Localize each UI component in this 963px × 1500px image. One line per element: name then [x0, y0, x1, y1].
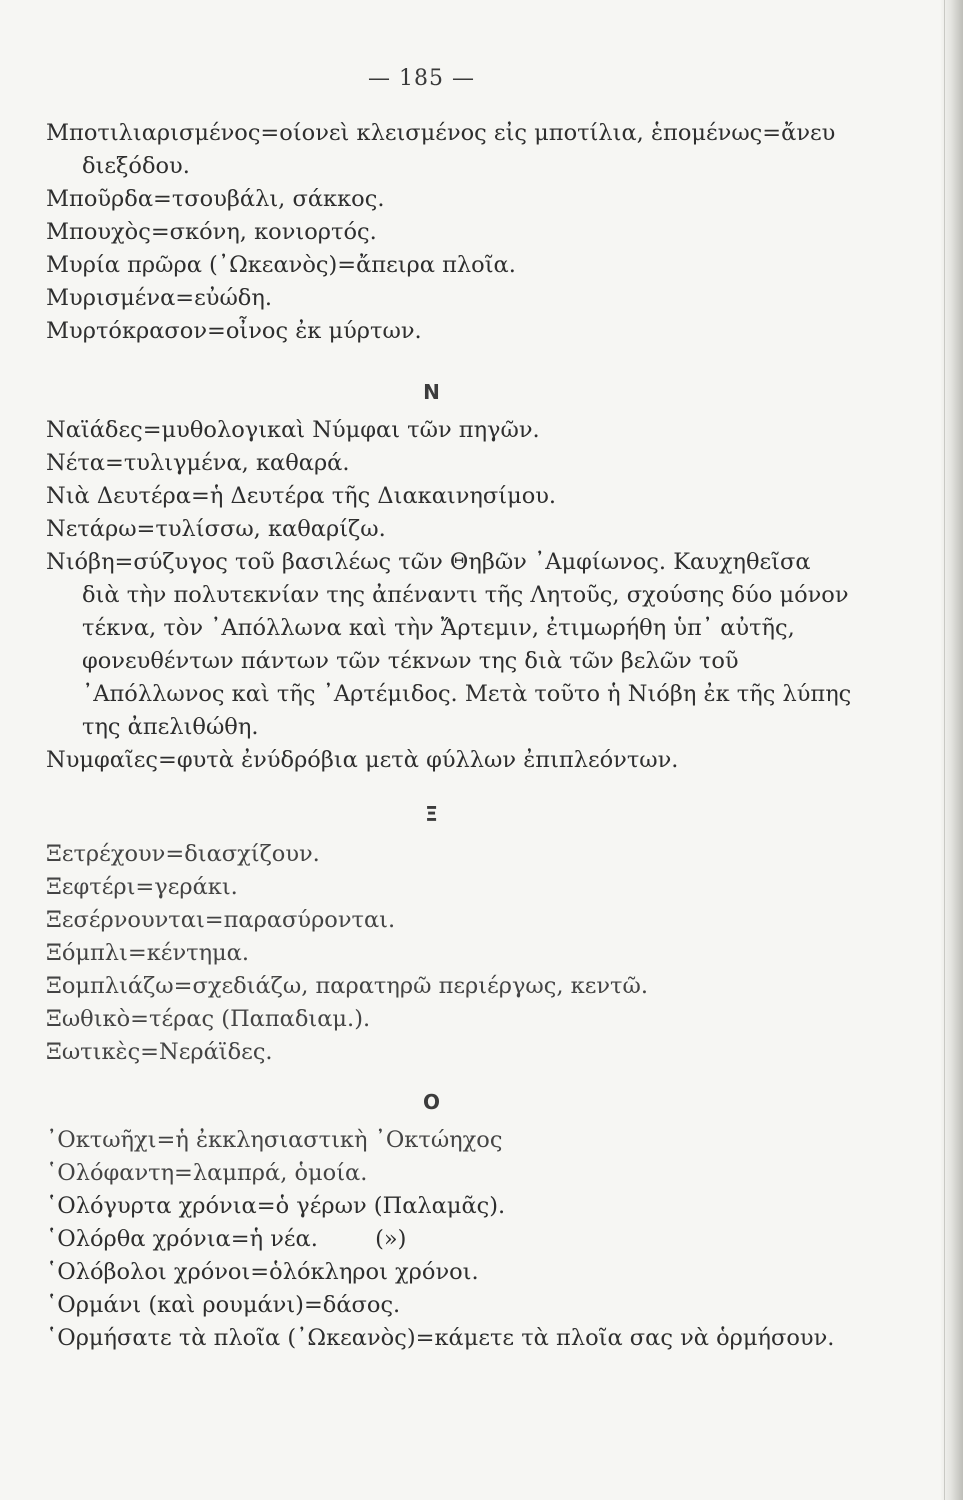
entry-olofanti: ῾Ολόφαντη=λαμπρά, ὁμοία.: [46, 1160, 368, 1186]
entry-xompliazo: Ξομπλιάζω=σχεδιάζω, παρατηρῶ περιέργως, κεντῶ.: [46, 973, 648, 999]
section-xi: [0, 838, 843, 1069]
entry-xefteri: Ξεφτέρι=γεράκι.: [46, 874, 238, 900]
page-number: — 185 —: [368, 66, 475, 91]
entry-xetrechoun: Ξετρέχουν=διασχίζουν.: [46, 841, 320, 867]
entry-niobi: Νιόβη=σύζυγος τοῦ βασιλέως τῶν Θηβῶν ᾿Αμφίωνος. Καυχηθεῖσα διὰ τὴν πολυτεκνίαν της ἀπέναντι τῆς Λητοῦς, σχούσης δύο μόνον τέκνα, τὸν ᾿Απόλλωνα καὶ τὴν Ἄρτεμιν, ἐτιμωρήθη ὑπ᾿ αὐτῆς, φονευθέντων πάντων τῶν τέκνων της διὰ τῶν βελῶν τοῦ ᾿Απόλλωνος καὶ τῆς ᾿Αρτέμιδος. Μετὰ τοῦτο ἡ Νιόβη ἐκ τῆς λύπης της ἀπελιθώθη.: [46, 549, 852, 740]
entry-mpourda: Μποῦρδα=τσουβάλι, σάκκος.: [46, 186, 385, 212]
section-n-heading-wrap: [0, 378, 843, 406]
entry-oloboloi-chronoi: ῾Ολόβολοι χρόνοι=ὁλόκληροι χρόνοι.: [46, 1259, 479, 1285]
entry-ormani: ῾Ορμάνι (καὶ ρουμάνι)=δάσος.: [46, 1292, 401, 1318]
entry-myrtokrason: Μυρτόκρασον=οἶνος ἐκ μύρτων.: [46, 318, 422, 344]
entry-myria-prora: Μυρία πρῶρα (᾿Ωκεανὸς)=ἄπειρα πλοῖα.: [46, 252, 516, 278]
entry-xeserno: Ξεσέρνουνται=παρασύρονται.: [46, 907, 396, 933]
entry-xotikes: Ξωτικὲς=Νεράϊδες.: [46, 1039, 273, 1065]
entry-xompli: Ξόμπλι=κέντημα.: [46, 940, 250, 966]
section-heading-n: N: [423, 380, 440, 404]
section-xi-heading-wrap: [0, 800, 843, 828]
entry-mpouchos: Μπουχὸς=σκόνη, κονιορτός.: [46, 219, 377, 245]
entry-ormisate: ῾Ορμήσατε τὰ πλοῖα (᾿Ωκεανὸς)=κάμετε τὰ πλοῖα σας νὰ ὁρμήσουν.: [46, 1325, 835, 1351]
section-heading-xi: Ξ: [425, 802, 438, 826]
entry-nia-deutera: Νιὰ Δευτέρα=ἡ Δευτέρα τῆς Διακαινησίμου.: [46, 483, 557, 509]
section-o-heading-wrap: [0, 1088, 843, 1116]
section-o: [0, 1124, 843, 1355]
entry-mpotiliarismenos: Μποτιλιαρισμένος=οίονεὶ κλεισμένος εἰς μποτίλια, ἑπομένως=ἄνευ διεξόδου.: [46, 120, 836, 179]
entry-nymfaies: Νυμφαῖες=φυτὰ ἐνύδρόβια μετὰ φύλλων ἐπιπλεόντων.: [46, 747, 679, 773]
section-n: [0, 414, 852, 777]
entry-ologyrta-chronia: ῾Ολόγυρτα χρόνια=ὁ γέρων (Παλαμᾶς).: [46, 1193, 506, 1219]
entry-neta: Νέτα=τυλιγμένα, καθαρά.: [46, 450, 350, 476]
entry-olortha-chronia: ῾Ολόρθα χρόνια=ἡ νέα. (»): [46, 1226, 407, 1252]
entry-oktoichi: ᾿Οκτωῆχι=ἡ ἐκκλησιαστικὴ ᾿Οκτώηχος: [46, 1127, 503, 1153]
page-spine-line: [944, 0, 945, 1500]
entry-naiades: Ναϊάδες=μυθολογικαὶ Νύμφαι τῶν πηγῶν.: [46, 417, 540, 443]
section-heading-o: O: [422, 1090, 440, 1114]
entry-netaro: Νετάρω=τυλίσσω, καθαρίζω.: [46, 516, 386, 542]
section-m: [0, 117, 843, 348]
entry-xothiko: Ξωθικὸ=τέρας (Παπαδιαμ.).: [46, 1006, 371, 1032]
entry-myrismena: Μυρισμένα=εὐώδη.: [46, 285, 272, 311]
